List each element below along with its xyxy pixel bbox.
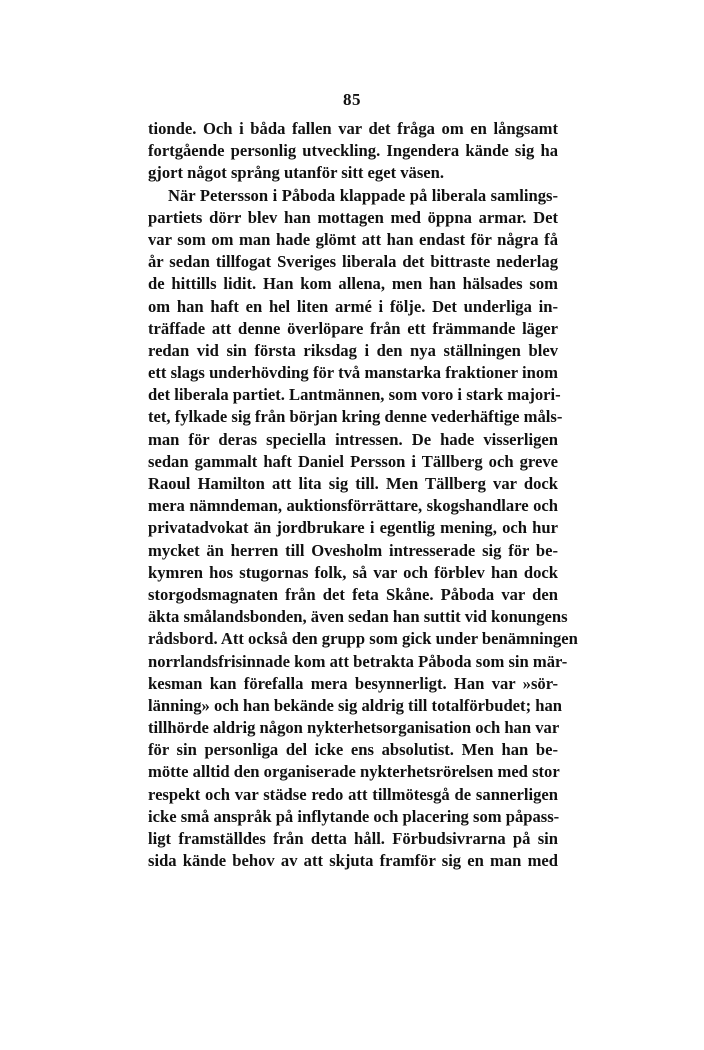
text-line: respekt och var städse redo att tillmötesgå de sannerligen: [148, 784, 558, 804]
text-line: rådsbord. Att också den grupp som gick under benämningen: [148, 629, 578, 649]
text-line: tet, fylkade sig från början kring denne vederhäftige måls-: [148, 407, 563, 427]
text-line: år sedan tillfogat Sveriges liberala det bittraste nederlag: [148, 252, 558, 272]
text-line: mötte alltid den organiserade nykterhetsrörelsen med stor: [148, 762, 560, 782]
text-line: för sin personliga del icke ens absolutist. Men han be-: [148, 740, 558, 760]
text-line: de hittills lidit. Han kom allena, men han hälsades som: [148, 274, 558, 294]
text-line: ett slags underhövding för två manstarka fraktioner inom: [148, 363, 558, 383]
text-line: gjort något språng utanför sitt eget väsen.: [148, 163, 445, 183]
text-line: länning» och han bekände sig aldrig till totalförbudet; han: [148, 695, 563, 715]
text-line: norrlandsfrisinnade kom att betrakta Påboda som sin mär-: [148, 651, 568, 671]
text-line: var som om man hade glömt att han endast för några få: [148, 229, 558, 249]
text-line: det liberala partiet. Lantmännen, som voro i stark majori-: [148, 385, 561, 405]
page-number: 85: [343, 90, 361, 109]
text-line: om han haft en hel liten armé i följe. Det underliga in-: [148, 296, 558, 316]
text-line: storgodsmagnaten från det feta Skåne. Påboda var den: [148, 584, 558, 604]
text-line: mycket än herren till Ovesholm intresserade sig för be-: [148, 540, 558, 560]
text-line: mera nämndeman, auktionsförrättare, skogshandlare och: [148, 496, 558, 516]
text-line: sedan gammalt haft Daniel Persson i Tällberg och greve: [148, 451, 558, 471]
text-line: sida kände behov av att skjuta framför sig en man med: [148, 851, 558, 871]
text-line: partiets dörr blev han mottagen med öppna armar. Det: [148, 207, 558, 227]
text-line: ligt framställdes från detta håll. Förbudsivrarna på sin: [148, 829, 558, 848]
text-line: privatadvokat än jordbrukare i egentlig mening, och hur: [148, 518, 558, 538]
text-line: träffade att denne överlöpare från ett främmande läger: [148, 318, 558, 338]
text-line: tillhörde aldrig någon nykterhetsorganisation och han var: [148, 718, 560, 738]
text-line: redan vid sin första riksdag i den nya ställningen blev: [148, 340, 558, 360]
text-line: man för deras speciella intressen. De hade visserligen: [148, 429, 558, 449]
text-line: tionde. Och i båda fallen var det fråga om en långsamt: [148, 119, 558, 138]
text-line: kesman kan förefalla mera besynnerligt. Han var »sör-: [148, 673, 558, 693]
paragraph-start-line: När Petersson i Påboda klappade på liberala samlings-: [168, 185, 558, 205]
text-line: icke små anspråk på inflytande och placering som påpass-: [148, 806, 560, 826]
text-line: äkta smålandsbonden, även sedan han suttit vid konungens: [148, 607, 568, 627]
text-line: fortgående personlig utveckling. Ingendera kände sig ha: [148, 141, 558, 161]
body-text: [148, 118, 578, 872]
text-line: Raoul Hamilton att lita sig till. Men Tällberg var dock: [148, 474, 558, 493]
text-line: kymren hos stugornas folk, så var och förblev han dock: [148, 562, 558, 582]
